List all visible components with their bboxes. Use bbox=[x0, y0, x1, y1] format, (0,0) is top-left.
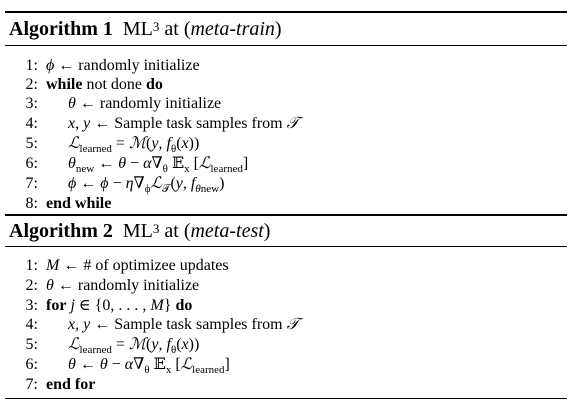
algorithm-2-title: Algorithm 2 $ML^3$ at (meta-test) bbox=[9, 220, 271, 242]
header-rule bbox=[5, 246, 567, 247]
bottom-rule bbox=[5, 398, 567, 399]
header-rule bbox=[5, 45, 567, 46]
middle-rule bbox=[5, 214, 567, 216]
algorithm-1-title: Algorithm 1 $ML^3$ at (meta-train) bbox=[9, 18, 282, 40]
top-rule bbox=[5, 11, 567, 13]
